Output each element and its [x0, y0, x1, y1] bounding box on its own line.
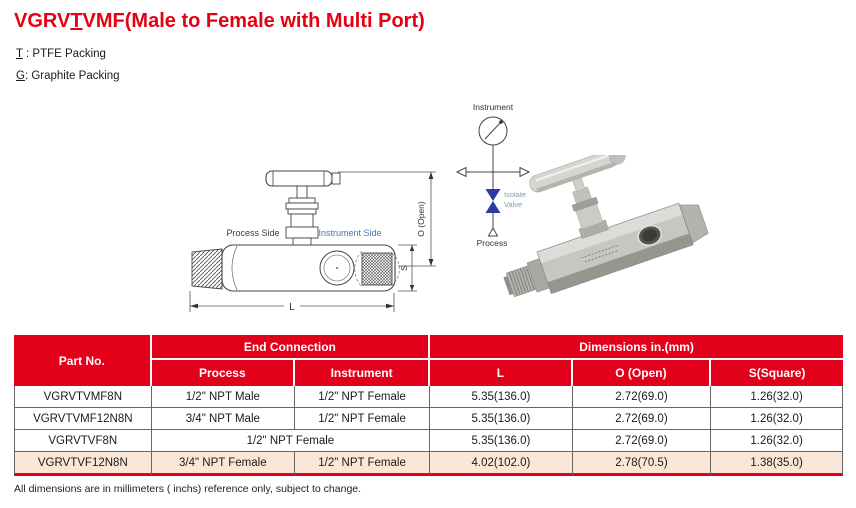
col-header-dimensions: Dimensions in.(mm)	[430, 335, 843, 360]
col-header-part-no: Part No.	[14, 335, 152, 386]
cell-o-open: 2.78(70.5)	[573, 452, 711, 476]
gauge-icon	[479, 117, 507, 145]
packing-note-graphite	[16, 70, 120, 82]
table-row	[14, 430, 843, 452]
col-header-s-square: S(Square)	[711, 360, 843, 386]
cell-instrument: 1/2" NPT Female	[295, 452, 430, 476]
valve-handle-drawing	[266, 171, 340, 186]
female-thread-drawing	[362, 253, 392, 285]
title-post: VMF(Male to Female with Multi Port)	[82, 10, 425, 32]
schematic-instrument-label: Instrument	[472, 102, 514, 112]
technical-drawing	[168, 133, 460, 330]
packing-key: T	[16, 48, 23, 60]
process-side-label: Process Side	[226, 228, 280, 238]
packing-text: : Graphite Packing	[24, 70, 120, 82]
cell-part-no: VGRVTVMF8N	[14, 386, 152, 408]
col-header-process: Process	[152, 360, 295, 386]
product-photo	[495, 155, 725, 310]
title-pre: VGRV	[14, 10, 71, 32]
cell-instrument: 1/2" NPT Female	[295, 408, 430, 430]
cell-part-no: VGRVTVF12N8N	[14, 452, 152, 476]
valve-body-drawing	[192, 245, 399, 291]
packing-note-ptfe	[16, 48, 106, 60]
cell-l: 5.35(136.0)	[430, 408, 573, 430]
dim-s-label: S	[399, 265, 409, 271]
dim-l-label: L	[289, 302, 295, 313]
schematic-process-label: Process	[476, 238, 508, 248]
cell-o-open: 2.72(69.0)	[573, 430, 711, 452]
packing-text: : PTFE Packing	[22, 48, 106, 60]
cell-s-square: 1.38(35.0)	[711, 452, 843, 476]
cell-l: 5.35(136.0)	[430, 430, 573, 452]
table-row-highlighted	[14, 452, 843, 476]
isolate-label-line1: Isolate	[504, 190, 527, 199]
page-title	[14, 10, 425, 33]
cell-part-no: VGRVTVMF12N8N	[14, 408, 152, 430]
cell-process: 1/2" NPT Male	[152, 386, 295, 408]
cell-s-square: 1.26(32.0)	[711, 408, 843, 430]
title-underlined-letter: T	[70, 10, 83, 32]
cell-o-open: 2.72(69.0)	[573, 408, 711, 430]
male-thread-drawing	[192, 249, 222, 289]
table-row	[14, 386, 843, 408]
photo-bonnet	[563, 174, 609, 239]
footnote: All dimensions are in millimeters ( inchs) reference only, subject to change.	[14, 483, 362, 495]
cell-process: 3/4" NPT Male	[152, 408, 295, 430]
cell-l: 5.35(136.0)	[430, 386, 573, 408]
cell-l: 4.02(102.0)	[430, 452, 573, 476]
valve-bonnet-drawing	[286, 186, 318, 246]
col-header-instrument: Instrument	[295, 360, 430, 386]
instrument-side-label: Instrument Side	[318, 228, 382, 238]
cell-process-instrument-span: 1/2" NPT Female	[152, 430, 431, 452]
cell-s-square: 1.26(32.0)	[711, 386, 843, 408]
dim-o-label: O (Open)	[416, 201, 426, 237]
isolate-label-line2: Valve	[504, 200, 523, 209]
cell-s-square: 1.26(32.0)	[711, 430, 843, 452]
col-header-l: L	[430, 360, 573, 386]
packing-key: G	[16, 70, 25, 82]
cell-o-open: 2.72(69.0)	[573, 386, 711, 408]
col-header-end-connection: End Connection	[152, 335, 431, 360]
cell-part-no: VGRVTVF8N	[14, 430, 152, 452]
cell-process: 3/4" NPT Female	[152, 452, 295, 476]
spec-table	[14, 335, 843, 476]
photo-valve-body	[537, 197, 710, 293]
cell-instrument: 1/2" NPT Female	[295, 386, 430, 408]
col-header-o-open: O (Open)	[573, 360, 711, 386]
table-row	[14, 408, 843, 430]
